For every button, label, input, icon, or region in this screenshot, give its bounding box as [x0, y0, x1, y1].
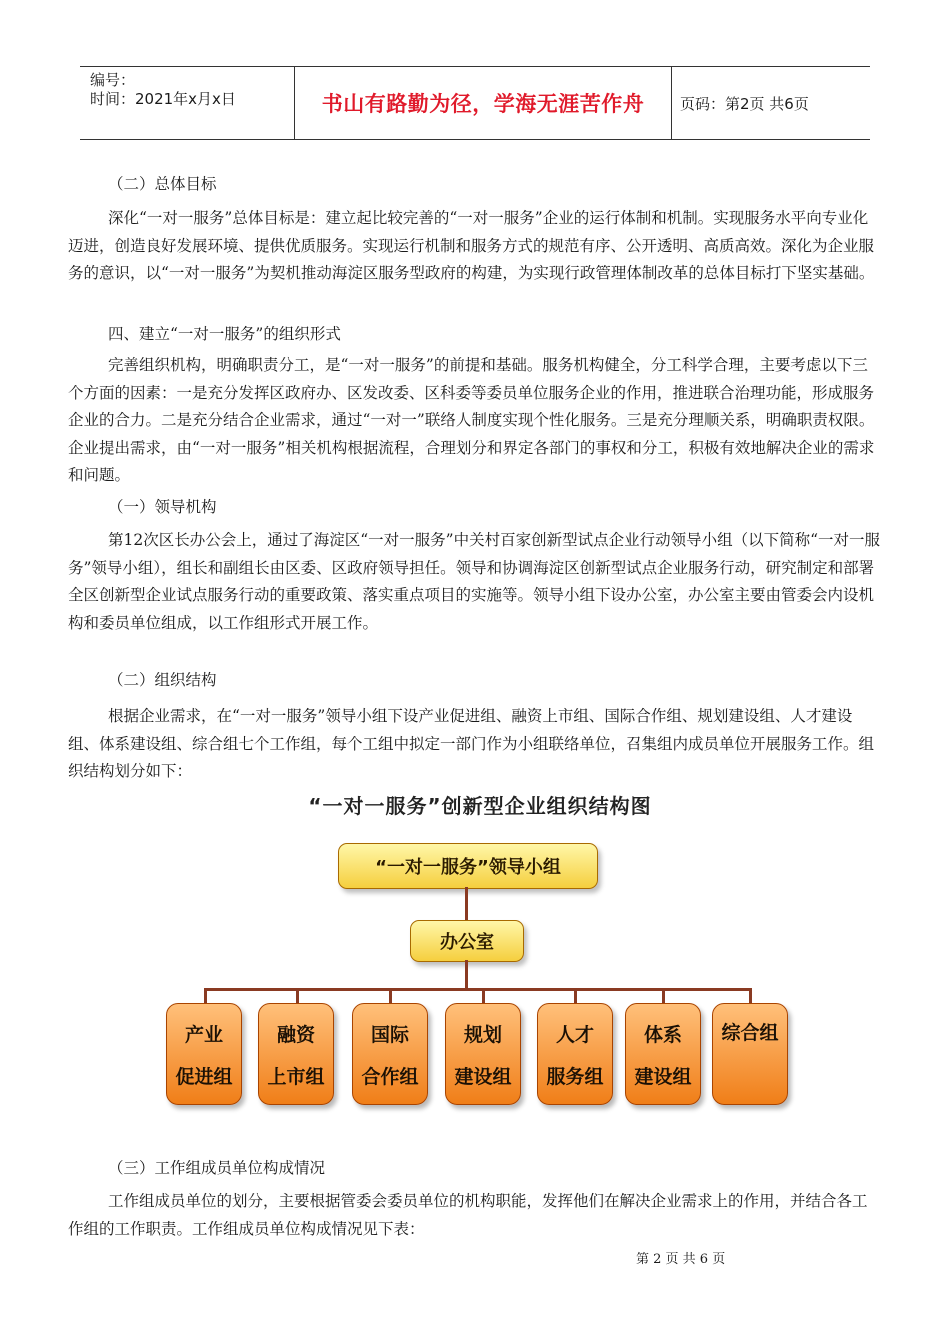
- group-label-line1: 综合组: [721, 1022, 779, 1044]
- connector-line: [662, 988, 665, 1003]
- header-motto: 书山有路勤为径，学海无涯苦作舟: [295, 67, 672, 139]
- org-chart: [160, 790, 800, 1120]
- org-node-financing-listing: [258, 1003, 334, 1105]
- header-time-label: 时间：2021年x月x日: [90, 90, 236, 108]
- group-label-line1: 体系: [643, 1023, 682, 1046]
- group-label-line2: 建设组: [634, 1065, 692, 1088]
- connector-line: [465, 960, 468, 989]
- org-node-system-construction: [625, 1003, 701, 1105]
- org-node-comprehensive: [712, 1003, 788, 1105]
- group-label-line2: 合作组: [361, 1065, 419, 1088]
- header-number-label: 编号：: [90, 71, 136, 89]
- connector-line: [204, 988, 207, 1003]
- org-node-talent-service: [537, 1003, 613, 1105]
- group-label-line1: 规划: [463, 1023, 502, 1046]
- connector-line: [749, 988, 752, 1003]
- paragraph-member-units: [68, 1188, 882, 1243]
- org-node-office: 办公室: [410, 920, 524, 962]
- document-header: [80, 66, 870, 140]
- group-label-line2: 建设组: [454, 1065, 512, 1088]
- org-node-leader-group: “一对一服务”领导小组: [338, 843, 598, 889]
- page-footer: 第 2 页 共 6 页: [636, 1252, 726, 1267]
- section-heading-organization-form: 四、建立“一对一服务”的组织形式: [108, 325, 341, 343]
- group-label-line2: 上市组: [267, 1065, 325, 1088]
- group-label-line2: 服务组: [546, 1065, 604, 1088]
- paragraph-text: 完善组织机构，明确职责分工，是“一对一服务”的前提和基础。服务机构健全，分工科学合理，主要考虑以下三个方面的因素：一是充分发挥区政府办、区发改委、区科委等委员单位服务企业的作用，推进联合治理功能，形成服务企业的合力。二是充分结合企业需求，通过“一对一”联络人制度实现个性化服务。三是充分理顺关系，明确职责权限。企业提出需求，由“一对一服务”相关机构根据流程，合理划分和界定各部门的事权和分工，积极有效地解决企业的需求和问题。: [68, 356, 875, 484]
- section-heading-member-units: （三）工作组成员单位构成情况: [108, 1159, 326, 1177]
- section-heading-structure: （二）组织结构: [108, 671, 217, 689]
- group-label-line2: 促进组: [175, 1065, 233, 1088]
- org-node-international-cooperation: [352, 1003, 428, 1105]
- connector-line: [389, 988, 392, 1003]
- connector-line: [296, 988, 299, 1003]
- paragraph-leadership: [68, 527, 882, 637]
- connector-line: [465, 887, 468, 920]
- header-page-info: 页码：第2页 共6页: [680, 94, 809, 113]
- group-label-line1: 人才: [555, 1023, 594, 1046]
- header-meta: [80, 67, 295, 139]
- paragraph-text: 根据企业需求，在“一对一服务”领导小组下设产业促进组、融资上市组、国际合作组、规划建设组、人才建设组、体系建设组、综合组七个工作组，每个工组中拟定一部门作为小组联络单位，召集组内成员单位开展服务工作。组织结构划分如下：: [68, 707, 875, 780]
- org-node-industry-promotion: [166, 1003, 242, 1105]
- paragraph-structure: [68, 703, 882, 786]
- connector-line: [482, 988, 485, 1003]
- section-heading-leadership: （一）领导机构: [108, 498, 217, 516]
- paragraph-text: 深化“一对一服务”总体目标是：建立起比较完善的“一对一服务”企业的运行体制和机制。实现服务水平向专业化迈进，创造良好发展环境、提供优质服务。实现运行机制和服务方式的规范有序、公开透明、高质高效。深化为企业服务的意识，以“一对一服务”为契机推动海淀区服务型政府的构建，为实现行政管理体制改革的总体目标打下坚实基础。: [68, 209, 875, 282]
- paragraph-organization-form: [68, 352, 882, 490]
- group-label-line1: 融资: [276, 1023, 315, 1046]
- paragraph-overall-goal: [68, 205, 882, 288]
- section-heading-overall-goal: （二）总体目标: [108, 175, 217, 193]
- group-label-line1: 产业: [184, 1023, 223, 1046]
- connector-line: [574, 988, 577, 1003]
- paragraph-text: 第12次区长办公会上，通过了海淀区“一对一服务”中关村百家创新型试点企业行动领导小组（以下简称“一对一服务”领导小组），组长和副组长由区委、区政府领导担任。领导和协调海淀区创新型试点企业服务行动，研究制定和部署全区创新型企业试点服务行动的重要政策、落实重点项目的实施等。领导小组下设办公室，办公室主要由管委会内设机构和委员单位组成，以工作组形式开展工作。: [68, 531, 880, 632]
- group-label-line1: 国际: [370, 1023, 409, 1046]
- paragraph-text: 工作组成员单位的划分，主要根据管委会委员单位的机构职能，发挥他们在解决企业需求上的作用，并结合各工作组的工作职责。工作组成员单位构成情况见下表：: [68, 1192, 868, 1238]
- org-chart-title: “一对一服务”创新型企业组织结构图: [308, 794, 652, 818]
- org-node-planning-construction: [445, 1003, 521, 1105]
- connector-line: [204, 988, 750, 991]
